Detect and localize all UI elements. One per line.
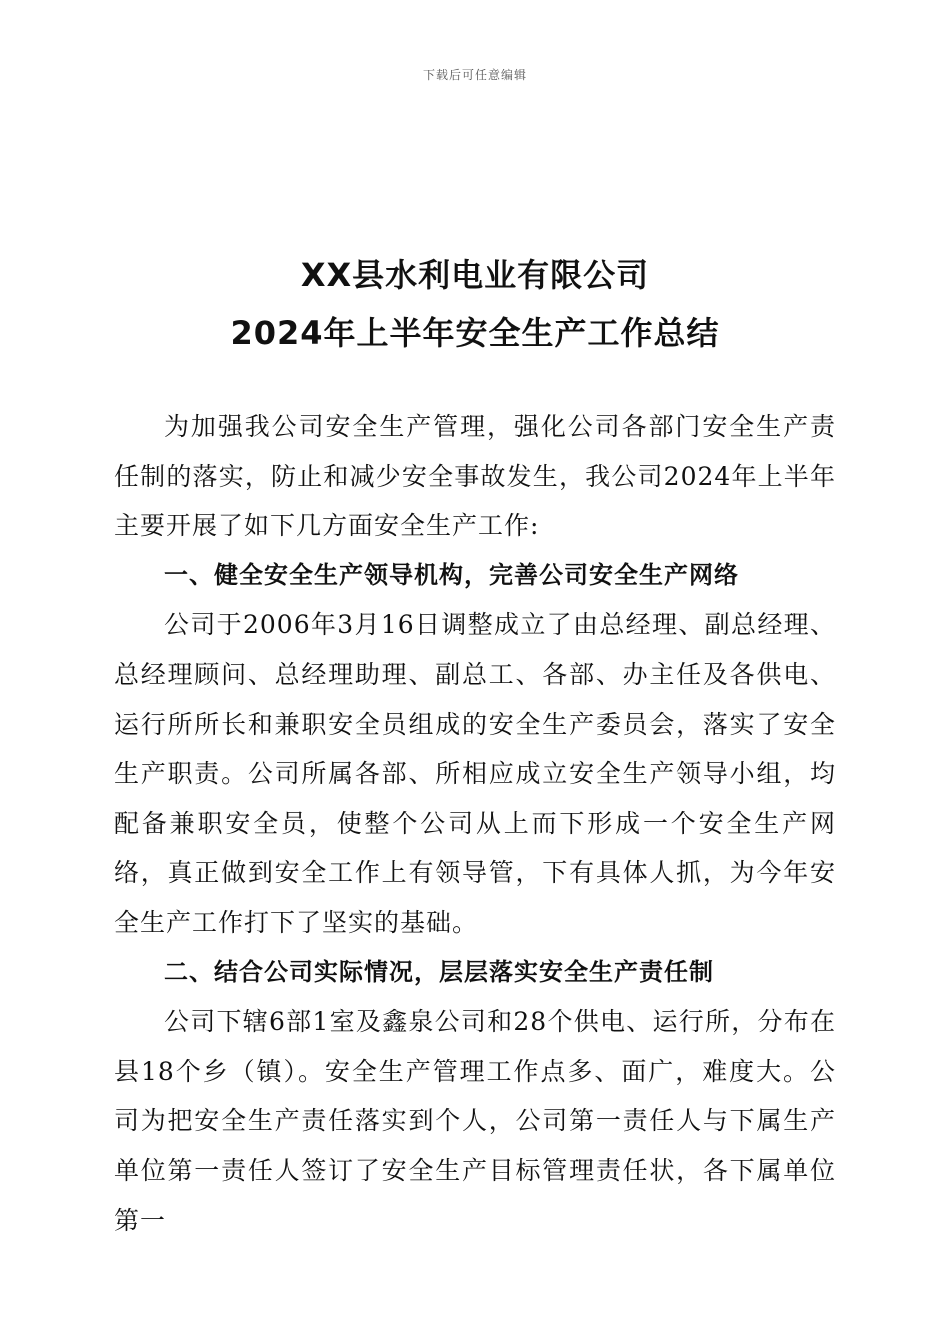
intro-paragraph: 为加强我公司安全生产管理，强化公司各部门安全生产责任制的落实，防止和减少安全事故发生，我公司2024年上半年主要开展了如下几方面安全生产工作:	[114, 412, 836, 541]
section-1-paragraph: 公司于2006年3月16日调整成立了由总经理、副总经理、总经理顾问、总经理助理、副总工、各部、办主任及各供电、运行所所长和兼职安全员组成的安全生产委员会，落实了安全生产职责。公司所属各部、所相应成立安全生产领导小组，均配备兼职安全员，使整个公司从上而下形成一个安全生产网络，真正做到安全工作上有领导管，下有具体人抓，为今年安全生产工作打下了坚实的基础。	[114, 610, 836, 937]
title-line-1: XX县水利电业有限公司	[300, 256, 650, 294]
section-1-heading: 一、健全安全生产领导机构，完善公司安全生产网络	[164, 560, 739, 589]
section-2-paragraph: 公司下辖6部1室及鑫泉公司和28个供电、运行所，分布在县18个乡（镇）。安全生产管理工作点多、面广，难度大。公司为把安全生产责任落实到个人，公司第一责任人与下属生产单位第一责任人签订了安全生产目标管理责任状，各下属单位第一	[114, 1007, 836, 1235]
title-line-2: 2024年上半年安全生产工作总结	[230, 314, 720, 352]
document-title	[0, 246, 950, 362]
section-2-heading: 二、结合公司实际情况，层层落实安全生产责任制	[164, 957, 714, 986]
header-note: 下载后可任意编辑	[422, 68, 527, 82]
document-body	[114, 402, 836, 1245]
